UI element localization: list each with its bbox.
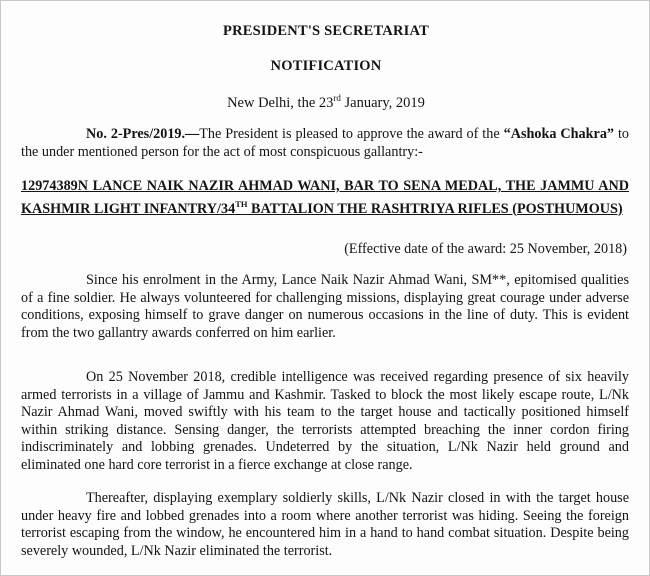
award-name: “Ashoka Chakra”: [503, 126, 615, 142]
notification-number: No. 2-Pres/2019.—: [86, 126, 200, 142]
citation-paragraph-1: [21, 272, 629, 342]
intro-text-2: to the under mentioned person for the act of most conspicuous gallantry:-: [21, 126, 630, 160]
effective-date: (Effective date of the award: 25 November, 2018): [344, 241, 627, 257]
date-rest: January, 2019: [340, 95, 425, 111]
citation-text-2: On 25 November 2018, credible intelligence was received regarding presence of six heavily armed terrorists in a village of Jammu and Kashmir. Tasked to block the most likely escape route, L/Nk Nazir Ahmad Wani, moved swiftly with his team to the target house and tactically positioned himself within striking distance. Sensing danger, the terrorists attempted breaching the inner cordon firing indiscriminately and lobbing grenades. Undeterred by the situation, L/Nk Nazir held ground and eliminated one hard core terrorist in a fierce exchange at close range.: [21, 369, 629, 473]
date-prefix: New Delhi, the 23: [227, 95, 334, 111]
awardee-heading: [21, 178, 629, 218]
citation-text-3: Thereafter, displaying exemplary soldierly skills, L/Nk Nazir closed in with the target house under heavy fire and lobbed grenades into a room where another terrorist was hiding. Seeing the foreign terrorist escaping from the window, he encountered him in a hand to hand combat situation. Despite being severely wounded, L/Nk Nazir eliminated the terrorist.: [21, 490, 629, 559]
date-ordinal-suffix: rd: [333, 93, 341, 103]
notification-heading: NOTIFICATION: [270, 58, 382, 74]
awardee-ordinal-suffix: TH: [235, 198, 248, 209]
intro-paragraph: [21, 126, 629, 161]
awardee-name-part-2: BATTALION THE RASHTRIYA RIFLES (POSTHUMOUS): [247, 200, 623, 217]
intro-text-1: The President is pleased to approve the award of the: [199, 126, 504, 142]
dateline: [1, 93, 650, 112]
citation-text-1: Since his enrolment in the Army, Lance Naik Nazir Ahmad Wani, SM**, epitomised qualities of a fine soldier. He always volunteered for challenging missions, displaying great courage under adverse conditions, exposing himself to grave danger on numerous occasions in the line of duty. This is evident from the two gallantry awards conferred on him earlier.: [21, 272, 629, 341]
citation-paragraph-2: [21, 369, 629, 474]
page-title: PRESIDENT'S SECRETARIAT: [223, 23, 429, 39]
citation-paragraph-3: [21, 490, 629, 560]
awardee-name-part-1: 12974389N LANCE NAIK NAZIR AHMAD WANI, BAR TO SENA MEDAL, THE JAMMU AND KASHMIR LIGHT INFANTRY/34: [21, 178, 629, 217]
